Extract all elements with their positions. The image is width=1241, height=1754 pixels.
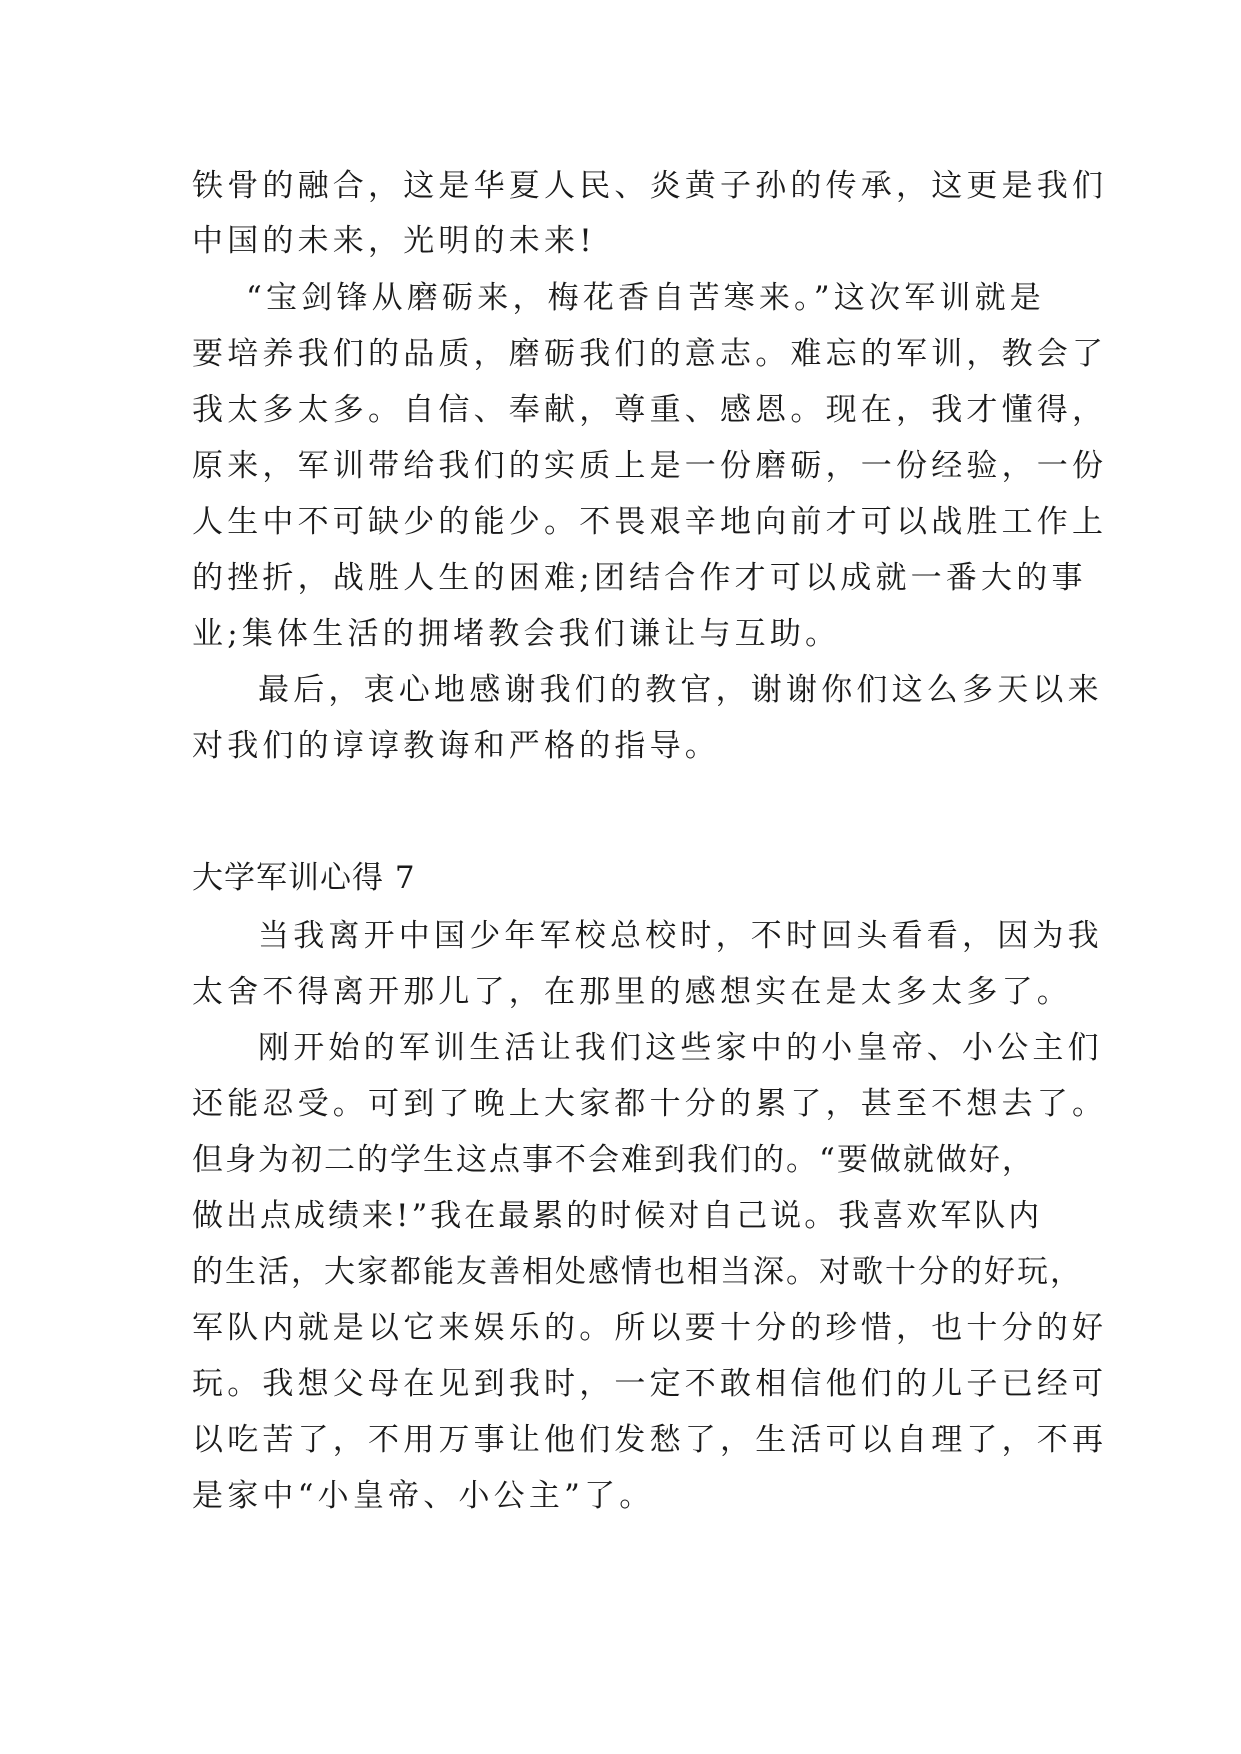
- paragraph-line: 的挫折，战胜人生的困难;团结合作才可以成就一番大的事: [192, 560, 1087, 596]
- paragraph-line: 中国的未来，光明的未来!: [192, 223, 596, 259]
- paragraph-line: 军队内就是以它来娱乐的。所以要十分的珍惜，也十分的好: [192, 1310, 1108, 1346]
- paragraph-line: 要培养我们的品质，磨砺我们的意志。难忘的军训，教会了: [192, 336, 1108, 372]
- paragraph-line: 做出点成绩来!”我在最累的时候对自己说。我喜欢军队内: [192, 1198, 1043, 1234]
- section-heading: 大学军训心得 7: [192, 860, 416, 896]
- paragraph-line: 以吃苦了，不用万事让他们发愁了，生活可以自理了，不再: [192, 1422, 1108, 1458]
- paragraph-line: 还能忍受。可到了晚上大家都十分的累了，甚至不想去了。: [192, 1086, 1108, 1122]
- paragraph-line: 对我们的谆谆教诲和严格的指导。: [192, 728, 720, 764]
- paragraph-line: 铁骨的融合，这是华夏人民、炎黄子孙的传承，这更是我们: [192, 168, 1108, 204]
- paragraph-line: 当我离开中国少年军校总校时，不时回头看看，因为我: [258, 918, 1103, 954]
- paragraph-line: 最后，衷心地感谢我们的教官，谢谢你们这么多天以来: [258, 672, 1103, 708]
- paragraph-line: 原来，军训带给我们的实质上是一份磨砺，一份经验，一份: [192, 448, 1108, 484]
- paragraph-line: 太舍不得离开那儿了，在那里的感想实在是太多太多了。: [192, 974, 1072, 1010]
- paragraph-line: 刚开始的军训生活让我们这些家中的小皇帝、小公主们: [258, 1030, 1103, 1066]
- paragraph-line: 玩。我想父母在见到我时，一定不敢相信他们的儿子已经可: [192, 1366, 1108, 1402]
- paragraph-line: 我太多太多。自信、奉献，尊重、感恩。现在，我才懂得，: [192, 392, 1108, 428]
- paragraph-line: 是家中“小皇帝、小公主”了。: [192, 1478, 655, 1514]
- paragraph-line: 但身为初二的学生这点事不会难到我们的。“要做就做好，: [192, 1142, 1035, 1178]
- paragraph-line: 的生活，大家都能友善相处感情也相当深。对歌十分的好玩，: [192, 1254, 1083, 1290]
- paragraph-line: 业;集体生活的拥堵教会我们谦让与互助。: [192, 616, 841, 652]
- paragraph-line: “宝剑锋从磨砺来，梅花香自苦寒来。”这次军训就是: [246, 280, 1045, 316]
- paragraph-line: 人生中不可缺少的能少。不畏艰辛地向前才可以战胜工作上: [192, 504, 1108, 540]
